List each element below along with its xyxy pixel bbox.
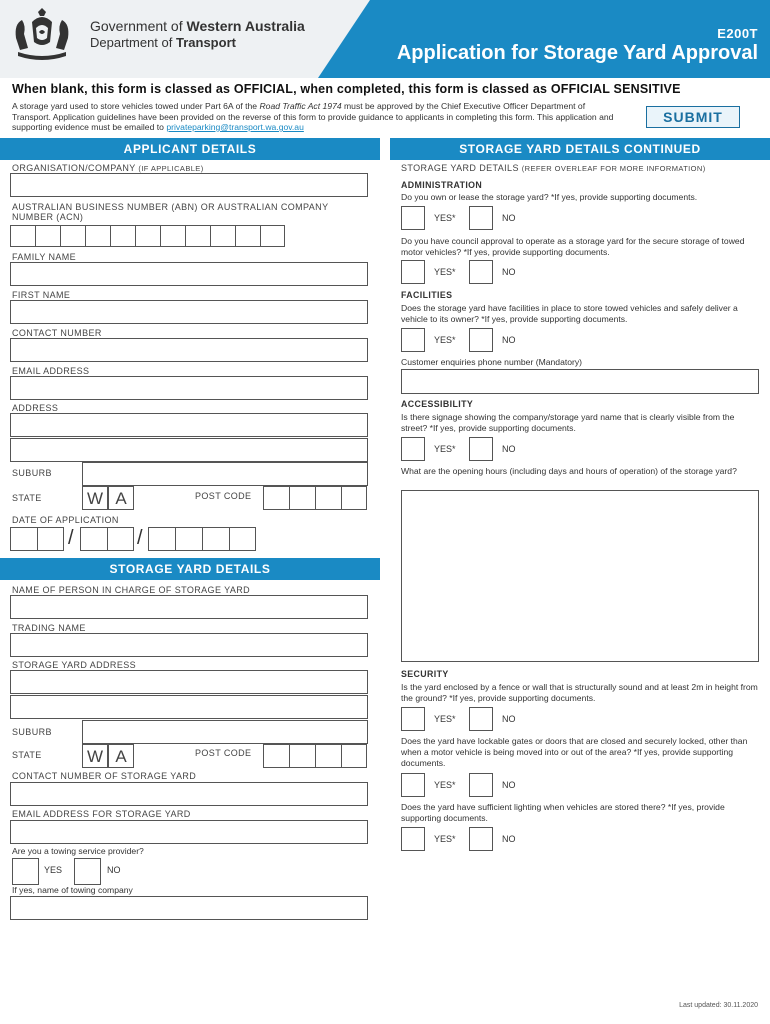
applicant-details-heading: APPLICANT DETAILS bbox=[0, 138, 380, 160]
own-lease-question: Do you own or lease the storage yard? *If yes, provide supporting documents. bbox=[401, 192, 698, 202]
towing-yes-checkbox[interactable] bbox=[12, 858, 39, 885]
storage-suburb-input[interactable] bbox=[82, 720, 368, 744]
storage-postcode-label: POST CODE bbox=[195, 748, 252, 758]
contact-number-label: CONTACT NUMBER bbox=[12, 328, 102, 338]
yes-label: YES* bbox=[434, 780, 456, 790]
submit-button[interactable]: SUBMIT bbox=[646, 106, 740, 128]
yes-label: YES* bbox=[434, 335, 456, 345]
person-in-charge-input[interactable] bbox=[10, 595, 368, 619]
no-label: NO bbox=[502, 267, 516, 277]
lighting-question: Does the yard have sufficient lighting when vehicles are stored there? *If yes, provide supporting documents. bbox=[401, 802, 725, 823]
towing-no-label: NO bbox=[107, 865, 121, 875]
towing-company-label: If yes, name of towing company bbox=[12, 885, 133, 895]
trading-name-label: TRADING NAME bbox=[12, 623, 86, 633]
date-separator: / bbox=[68, 527, 74, 549]
no-label: NO bbox=[502, 444, 516, 454]
date-of-application-label: DATE OF APPLICATION bbox=[12, 515, 119, 525]
date-month-cells[interactable] bbox=[80, 527, 134, 551]
org-label: ORGANISATION/COMPANY (IF APPLICABLE) bbox=[12, 163, 204, 173]
abn-input-cells[interactable] bbox=[10, 225, 285, 247]
opening-hours-textarea[interactable] bbox=[401, 490, 759, 662]
own-lease-yes-checkbox[interactable] bbox=[401, 206, 425, 230]
towing-no-checkbox[interactable] bbox=[74, 858, 101, 885]
org-input[interactable] bbox=[10, 173, 368, 197]
storage-contact-label: CONTACT NUMBER OF STORAGE YARD bbox=[12, 771, 197, 781]
no-label: NO bbox=[502, 834, 516, 844]
storage-email-input[interactable] bbox=[10, 820, 368, 844]
lockable-gates-question: Does the yard have lockable gates or doors that are closed and securely locked, other than when a motor vehicle is being moved into or out of the area? *If yes, provide supporting documents. bbox=[401, 736, 748, 768]
facilities-yes-checkbox[interactable] bbox=[401, 328, 425, 352]
email-address-input[interactable] bbox=[10, 376, 368, 400]
storage-address-line1-input[interactable] bbox=[10, 670, 368, 694]
fence-no-checkbox[interactable] bbox=[469, 707, 493, 731]
storage-suburb-label: SUBURB bbox=[12, 727, 52, 737]
family-name-label: FAMILY NAME bbox=[12, 252, 77, 262]
fence-yes-checkbox[interactable] bbox=[401, 707, 425, 731]
first-name-input[interactable] bbox=[10, 300, 368, 324]
date-separator: / bbox=[137, 527, 143, 549]
no-label: NO bbox=[502, 213, 516, 223]
towing-provider-question: Are you a towing service provider? bbox=[12, 846, 144, 856]
address-label: ADDRESS bbox=[12, 403, 59, 413]
state-w-cell: W bbox=[82, 486, 108, 510]
email-address-label: EMAIL ADDRESS bbox=[12, 366, 90, 376]
contact-number-input[interactable] bbox=[10, 338, 368, 362]
form-code: E200T bbox=[717, 26, 758, 41]
storage-email-label: EMAIL ADDRESS FOR STORAGE YARD bbox=[12, 809, 191, 819]
storage-details-sublabel: STORAGE YARD DETAILS (REFER OVERLEAF FOR MORE INFORMATION) bbox=[401, 163, 706, 173]
gates-yes-checkbox[interactable] bbox=[401, 773, 425, 797]
yes-label: YES* bbox=[434, 213, 456, 223]
facilities-no-checkbox[interactable] bbox=[469, 328, 493, 352]
fence-question: Is the yard enclosed by a fence or wall that is structurally sound and at least 2m in height from the ground? *If yes, provide supporting documents. bbox=[401, 682, 758, 703]
header-title-panel bbox=[318, 0, 770, 78]
last-updated: Last updated: 30.11.2020 bbox=[679, 1002, 758, 1009]
department-name: Department of Transport bbox=[90, 35, 236, 50]
email-link[interactable]: privateparking@transport.wa.gov.au bbox=[166, 122, 304, 132]
council-approval-question: Do you have council approval to operate as a storage yard for the secure storage of towed motor vehicles? *If yes, provide supporting documents. bbox=[401, 236, 745, 257]
storage-yard-address-label: STORAGE YARD ADDRESS bbox=[12, 660, 137, 670]
phone-number-input[interactable] bbox=[401, 369, 759, 394]
storage-address-line2-input[interactable] bbox=[10, 695, 368, 719]
storage-contact-input[interactable] bbox=[10, 782, 368, 806]
no-label: NO bbox=[502, 714, 516, 724]
own-lease-no-checkbox[interactable] bbox=[469, 206, 493, 230]
facilities-heading: FACILITIES bbox=[401, 290, 453, 300]
page-title: Application for Storage Yard Approval bbox=[396, 42, 758, 64]
gates-no-checkbox[interactable] bbox=[469, 773, 493, 797]
no-label: NO bbox=[502, 335, 516, 345]
family-name-input[interactable] bbox=[10, 262, 368, 286]
date-day-cells[interactable] bbox=[10, 527, 64, 551]
suburb-input[interactable] bbox=[82, 462, 368, 486]
council-yes-checkbox[interactable] bbox=[401, 260, 425, 284]
signage-question: Is there signage showing the company/storage yard name that is clearly visible from the street? *If yes, provide supporting documents. bbox=[401, 412, 735, 433]
lighting-yes-checkbox[interactable] bbox=[401, 827, 425, 851]
storage-yard-details-heading: STORAGE YARD DETAILS bbox=[0, 558, 380, 580]
security-heading: SECURITY bbox=[401, 669, 449, 679]
postcode-label: POST CODE bbox=[195, 491, 252, 501]
facilities-question: Does the storage yard have facilities in place to store towed vehicles and safely deliver a vehicle to its owner? *If yes, provide supporting documents. bbox=[401, 303, 738, 324]
state-a-cell: A bbox=[108, 486, 134, 510]
towing-company-input[interactable] bbox=[10, 896, 368, 920]
signage-yes-checkbox[interactable] bbox=[401, 437, 425, 461]
postcode-input-cells[interactable] bbox=[263, 486, 367, 510]
administration-heading: ADMINISTRATION bbox=[401, 180, 483, 190]
yes-label: YES* bbox=[434, 444, 456, 454]
yes-label: YES* bbox=[434, 834, 456, 844]
classification-notice: When blank, this form is classed as OFFICIAL, when completed, this form is classed as OFFICIAL SENSITIVE bbox=[12, 82, 681, 96]
state-label: STATE bbox=[12, 493, 42, 503]
no-label: NO bbox=[502, 780, 516, 790]
towing-yes-label: YES bbox=[44, 865, 63, 875]
signage-no-checkbox[interactable] bbox=[469, 437, 493, 461]
storage-state-a-cell: A bbox=[108, 744, 134, 768]
yes-label: YES* bbox=[434, 267, 456, 277]
opening-hours-question: What are the opening hours (including days and hours of operation) of the storage yard? bbox=[401, 466, 737, 476]
person-in-charge-label: NAME OF PERSON IN CHARGE OF STORAGE YARD bbox=[12, 585, 251, 595]
council-no-checkbox[interactable] bbox=[469, 260, 493, 284]
trading-name-input[interactable] bbox=[10, 633, 368, 657]
storage-state-w-cell: W bbox=[82, 744, 108, 768]
first-name-label: FIRST NAME bbox=[12, 290, 71, 300]
phone-number-label: Customer enquiries phone number (Mandatory) bbox=[401, 357, 583, 367]
storage-state-label: STATE bbox=[12, 750, 42, 760]
address-line1-input[interactable] bbox=[10, 413, 368, 437]
intro-text: A storage yard used to store vehicles towed under Part 6A of the Road Traffic Act 1974 must be approved by the Chief Executive Officer Department of Transport. Application guidelines have been provided on the reverse of this form to provide guidance to applicants in completing this form. This application and supporting evidence must be emailed to privateparking@transport.wa.gov.au bbox=[12, 101, 614, 132]
suburb-label: SUBURB bbox=[12, 468, 52, 478]
accessibility-heading: ACCESSIBILITY bbox=[401, 399, 474, 409]
wa-crest-logo bbox=[10, 8, 74, 68]
government-name: Government of Western Australia bbox=[90, 18, 305, 34]
lighting-no-checkbox[interactable] bbox=[469, 827, 493, 851]
address-line2-input[interactable] bbox=[10, 438, 368, 462]
date-year-cells[interactable] bbox=[148, 527, 256, 551]
storage-continued-heading: STORAGE YARD DETAILS CONTINUED bbox=[390, 138, 770, 160]
yes-label: YES* bbox=[434, 714, 456, 724]
abn-label: AUSTRALIAN BUSINESS NUMBER (ABN) OR AUSTRALIAN COMPANY NUMBER (ACN) bbox=[12, 202, 329, 222]
storage-postcode-input-cells[interactable] bbox=[263, 744, 367, 768]
